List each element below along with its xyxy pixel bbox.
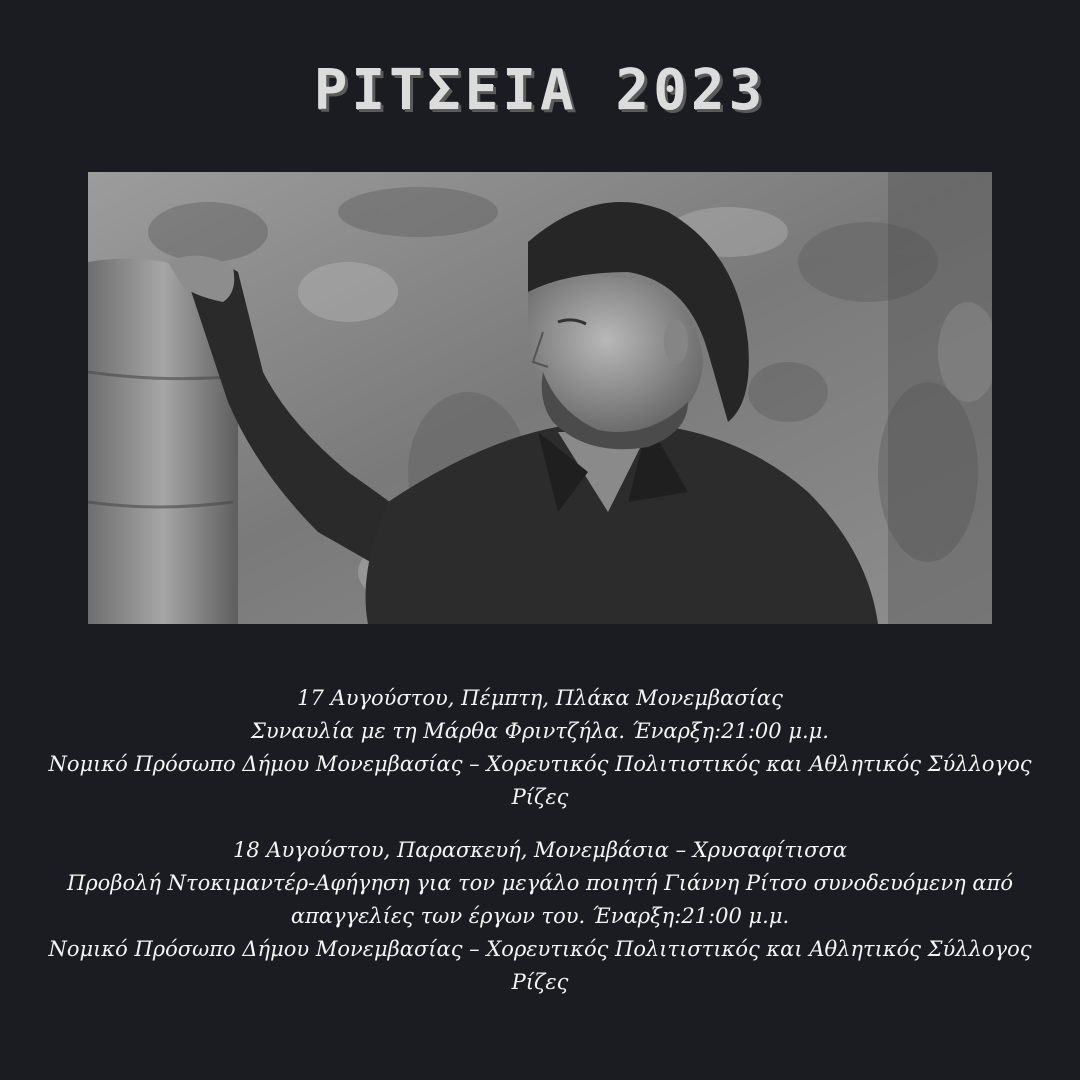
event-date-place: 17 Αυγούστου, Πέμπτη, Πλάκα Μονεμβασίας [297,686,783,710]
event-description: Προβολή Ντοκιμαντέρ-Αφήγηση για τον μεγάλο ποιητή Γιάννη Ρίτσο συνοδευόμενη από απαγγελίες των έργων του. Έναρξη:21:00 μ.μ. [67,871,1013,928]
event-item [40,682,1040,814]
portrait-photo [88,172,992,624]
event-item [40,834,1040,999]
event-organizer: Νομικό Πρόσωπο Δήμου Μονεμβασίας – Χορευτικός Πολιτιστικός και Αθλητικός Σύλλογος Ρίζες [48,752,1032,809]
events-list [40,682,1040,1019]
page-title: ΡΙΤΣΕΙΑ 2023 [313,58,767,123]
event-organizer: Νομικό Πρόσωπο Δήμου Μονεμβασίας – Χορευτικός Πολιτιστικός και Αθλητικός Σύλλογος Ρίζες [48,937,1032,994]
portrait-photo-illustration [88,172,992,624]
event-description: Συναυλία με τη Μάρθα Φριντζήλα. Έναρξη:21:00 μ.μ. [251,719,829,743]
event-date-place: 18 Αυγούστου, Παρασκευή, Μονεμβάσια – Χρυσαφίτισσα [232,838,848,862]
